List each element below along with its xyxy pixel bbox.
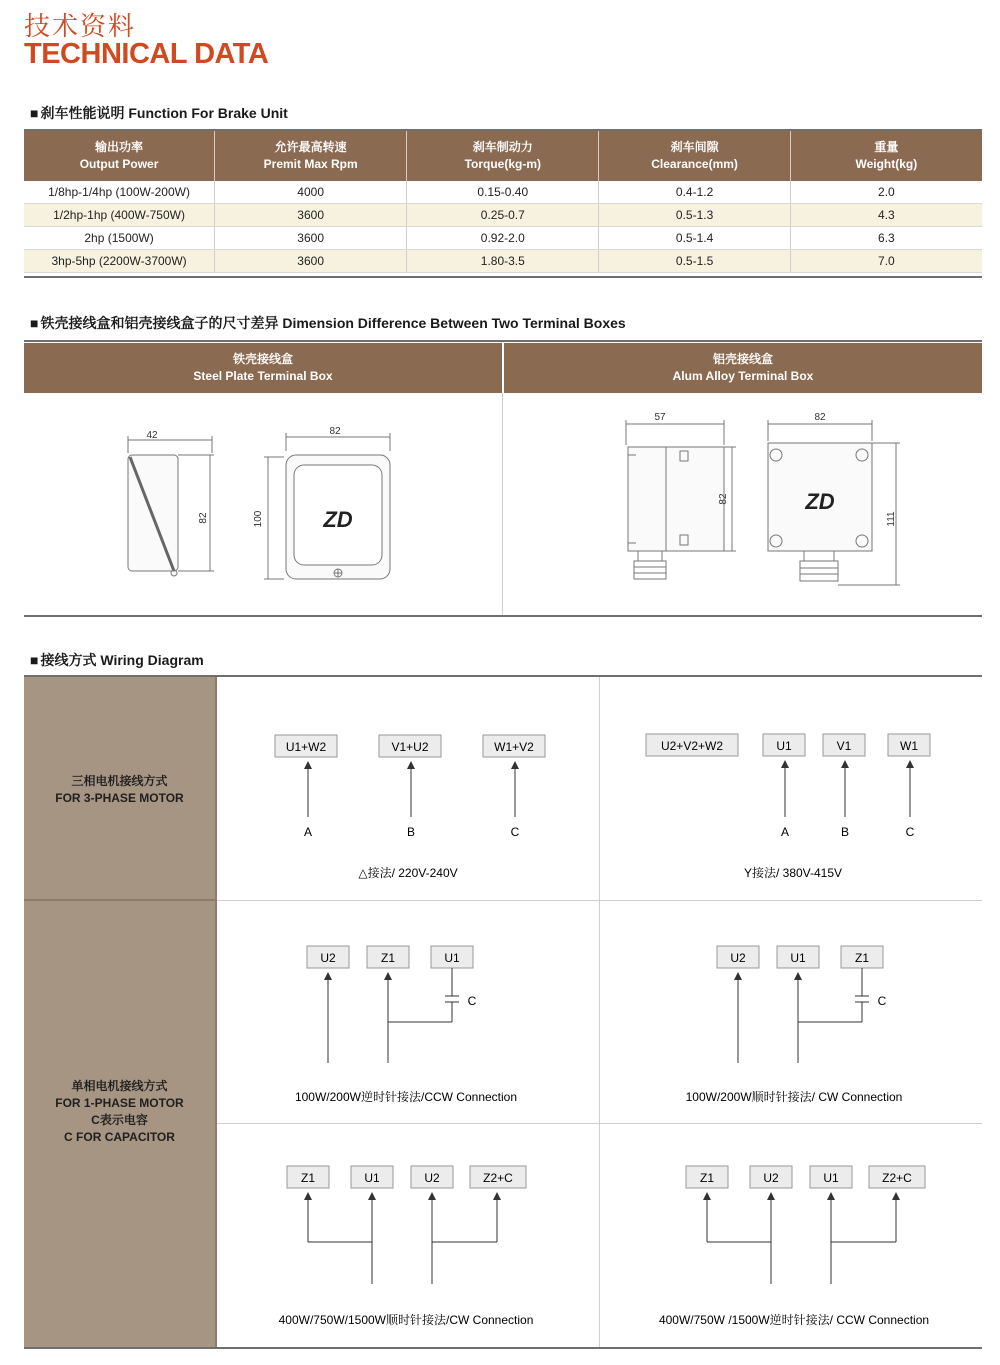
zd-logo-alum: ZD (805, 489, 835, 514)
cell: 2.0 (790, 181, 982, 204)
table-row (24, 204, 982, 227)
three-phase-label-cn: 三相电机接线方式 (71, 774, 168, 788)
cell: 7.0 (790, 250, 982, 273)
cw-small-box-1: U2 (730, 951, 746, 965)
alum-front-height: 111 (886, 511, 897, 527)
delta-letter-b: B (406, 825, 416, 839)
steel-front-height: 100 (253, 510, 264, 528)
cw-small-capacitor: C (877, 994, 887, 1008)
steel-box-title-en: Steel Plate Terminal Box (193, 369, 333, 383)
alum-box-header (504, 343, 982, 393)
col-max-rpm: 允许最高转速 Premit Max Rpm (215, 131, 407, 181)
cell: 1/2hp-1hp (400W-750W) (24, 204, 215, 227)
ccw-large-box-2: U2 (763, 1171, 779, 1185)
ccw-small-box-1: U2 (320, 951, 336, 965)
capacitor-note-cn: C表示电容 (91, 1113, 148, 1127)
col-torque: 刹车制动力 Torque(kg-m) (407, 131, 599, 181)
star-box-3: V1 (836, 739, 852, 753)
single-phase-label (24, 1078, 215, 1146)
alum-front-width: 82 (814, 412, 826, 423)
cell: 0.92-2.0 (407, 227, 599, 250)
three-phase-label (24, 773, 215, 807)
col-clearance: 刹车间隙 Clearance(mm) (599, 131, 790, 181)
cell: 3600 (215, 227, 407, 250)
delta-box-3: W1+V2 (494, 740, 534, 754)
cw-small-caption: 100W/200W顺时针接法/ CW Connection (685, 1090, 903, 1104)
terminal-section-title: ■ 铁壳接线盒和铝壳接线盒子的尺寸差异 Dimension Difference Between Two Terminal Boxes (30, 313, 626, 333)
steel-box-header (24, 343, 502, 393)
cell: 0.4-1.2 (599, 181, 790, 204)
terminal-divider (502, 393, 503, 615)
steel-side-height: 82 (198, 512, 209, 524)
cw-small-box-3: Z1 (854, 951, 870, 965)
brake-section-title: ■ 刹车性能说明 Function For Brake Unit (30, 103, 288, 123)
steel-side-width: 42 (146, 430, 158, 441)
ccw-small-caption: 100W/200W逆时针接法/CCW Connection (294, 1090, 518, 1104)
star-letter-a: A (780, 825, 790, 839)
cw-small-box-2: U1 (790, 951, 806, 965)
side-panel-divider (24, 899, 215, 901)
cell: 0.15-0.40 (407, 181, 599, 204)
ccw-large-caption: 400W/750W /1500W逆时针接法/ CCW Connection (658, 1313, 930, 1327)
alum-box-title-cn: 铝壳接线盒 (712, 352, 773, 366)
delta-box-1: U1+W2 (285, 740, 327, 754)
delta-caption: △接法/ 220V-240V (358, 866, 458, 880)
star-box-4: W1 (900, 739, 918, 753)
alum-side-height: 82 (718, 493, 729, 505)
alum-side-width: 57 (654, 412, 666, 423)
table-row (24, 227, 982, 250)
ccw-large-box-3: U1 (823, 1171, 839, 1185)
cell: 0.5-1.3 (599, 204, 790, 227)
wiring-bottom-rule (24, 1347, 982, 1349)
star-letter-c: C (905, 825, 915, 839)
cw-large-box-2: U1 (364, 1171, 380, 1185)
star-wiring-diagram (600, 677, 982, 900)
cell: 0.5-1.5 (599, 250, 790, 273)
alum-box-drawing (504, 393, 982, 615)
steel-front-width: 82 (329, 426, 341, 437)
cell: 2hp (1500W) (24, 227, 215, 250)
star-box-2: U1 (776, 739, 792, 753)
single-phase-label-en: FOR 1-PHASE MOTOR (55, 1096, 184, 1110)
cell: 4.3 (790, 204, 982, 227)
cell: 1.80-3.5 (407, 250, 599, 273)
ccw-small-capacitor: C (467, 994, 477, 1008)
ccw-large-wiring-diagram (600, 1124, 982, 1347)
delta-box-2: V1+U2 (391, 740, 429, 754)
delta-letter-c: C (510, 825, 520, 839)
ccw-small-box-3: U1 (444, 951, 460, 965)
star-caption: Y接法/ 380V-415V (743, 866, 843, 880)
col-weight: 重量 Weight(kg) (790, 131, 982, 181)
cell: 3600 (215, 204, 407, 227)
cw-large-box-1: Z1 (300, 1171, 316, 1185)
cell: 0.5-1.4 (599, 227, 790, 250)
page-title-cn: 技术资料 (24, 11, 137, 41)
single-phase-label-cn: 单相电机接线方式 (71, 1079, 168, 1093)
delta-letter-a: A (303, 825, 313, 839)
table-row (24, 181, 982, 204)
cw-large-wiring-diagram (217, 1124, 599, 1347)
cell: 3hp-5hp (2200W-3700W) (24, 250, 215, 273)
capacitor-note-en: C FOR CAPACITOR (64, 1130, 175, 1144)
cell: 0.25-0.7 (407, 204, 599, 227)
terminal-bottom-rule (24, 615, 982, 617)
terminal-top-rule (24, 340, 982, 342)
ccw-small-box-2: Z1 (380, 951, 396, 965)
cell: 3600 (215, 250, 407, 273)
wiring-section-title: ■ 接线方式 Wiring Diagram (30, 650, 204, 670)
star-box-1: U2+V2+W2 (660, 739, 724, 753)
cell: 6.3 (790, 227, 982, 250)
ccw-large-box-4: Z2+C (882, 1171, 912, 1185)
three-phase-label-en: FOR 3-PHASE MOTOR (55, 791, 184, 805)
ccw-large-box-1: Z1 (699, 1171, 715, 1185)
ccw-small-wiring-diagram (217, 901, 599, 1123)
brake-table (24, 131, 982, 273)
col-output-power: 输出功率 Output Power (24, 131, 215, 181)
cw-large-caption: 400W/750W/1500W顺时针接法/CW Connection (278, 1313, 534, 1327)
zd-logo-steel: ZD (323, 507, 353, 532)
alum-box-title-en: Alum Alloy Terminal Box (672, 369, 814, 383)
cw-small-wiring-diagram (600, 901, 982, 1123)
brake-bottom-rule (24, 276, 982, 278)
page-title-en: TECHNICAL DATA (24, 38, 269, 70)
delta-wiring-diagram (217, 677, 599, 900)
star-letter-b: B (840, 825, 850, 839)
cell: 4000 (215, 181, 407, 204)
steel-box-title-cn: 铁壳接线盒 (232, 352, 293, 366)
steel-box-drawing (24, 393, 502, 615)
brake-table-header (24, 131, 982, 181)
cell: 1/8hp-1/4hp (100W-200W) (24, 181, 215, 204)
cw-large-box-4: Z2+C (483, 1171, 513, 1185)
cw-large-box-3: U2 (424, 1171, 440, 1185)
table-row (24, 250, 982, 273)
